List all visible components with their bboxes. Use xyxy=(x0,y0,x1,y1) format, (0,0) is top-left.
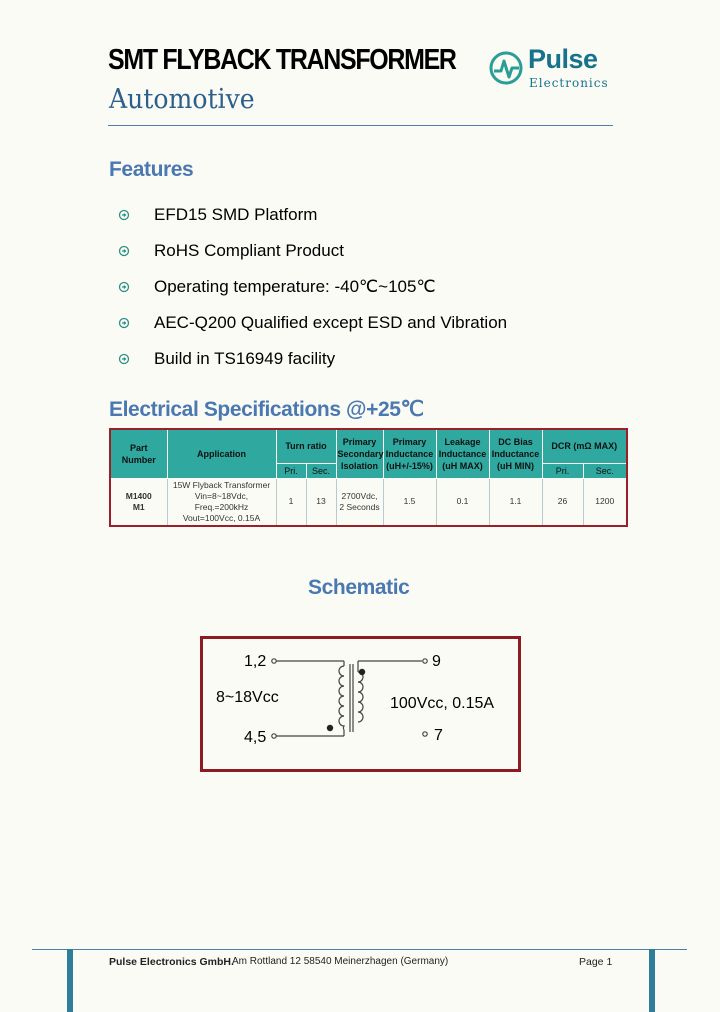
cell-dcr-sec: 1200 xyxy=(583,478,627,526)
col-header-application: Application xyxy=(167,429,276,478)
cell-turn-pri: 1 xyxy=(276,478,306,526)
feature-text: RoHS Compliant Product xyxy=(154,241,344,260)
electrical-specs-table xyxy=(109,428,628,527)
col-header-dcr-pri: Pri. xyxy=(542,463,583,478)
feature-text: AEC-Q200 Qualified except ESD and Vibration xyxy=(154,313,508,332)
schematic-heading: Schematic xyxy=(308,576,410,599)
col-header-dc-bias-inductance: DC Bias Inductance (uH MIN) xyxy=(489,429,542,478)
circle-arrow-bullet-icon xyxy=(118,281,130,293)
cell-primary-inductance: 1.5 xyxy=(383,478,436,526)
secondary-coil-icon xyxy=(358,672,363,722)
feature-text: Build in TS16949 facility xyxy=(154,349,336,368)
polarity-dot-icon xyxy=(359,669,365,675)
pin-label-bottom-right: 7 xyxy=(434,727,443,744)
col-header-dcr-sec: Sec. xyxy=(583,463,627,478)
pin-label-bottom-left: 4,5 xyxy=(244,729,267,746)
col-header-turn-sec: Sec. xyxy=(306,463,336,478)
logo-wordmark: Pulse xyxy=(528,44,598,74)
col-header-primary-inductance: Primary Inductance (uH+/-15%) xyxy=(383,429,436,478)
col-header-isolation: Primary Secondary Isolation xyxy=(336,429,383,478)
feature-item xyxy=(118,233,507,269)
title-divider xyxy=(108,125,613,126)
input-voltage-label: 8~18Vcc xyxy=(216,689,279,706)
pin-label-top-left: 1,2 xyxy=(244,653,267,670)
cell-dc-bias-inductance: 1.1 xyxy=(489,478,542,526)
features-heading: Features xyxy=(109,158,194,181)
circle-arrow-bullet-icon xyxy=(118,245,130,257)
cell-leakage-inductance: 0.1 xyxy=(436,478,489,526)
feature-item xyxy=(118,305,507,341)
feature-item xyxy=(118,341,507,377)
circle-arrow-bullet-icon xyxy=(118,317,130,329)
feature-item xyxy=(118,269,507,305)
page-number: Page 1 xyxy=(579,956,613,968)
feature-text: Operating temperature: -40℃~105℃ xyxy=(154,277,436,296)
col-header-part-number: Part Number xyxy=(110,429,167,478)
pin-terminal-icon xyxy=(423,659,427,663)
cell-part-number: M1400 M1 xyxy=(110,478,167,526)
cell-isolation: 2700Vdc, 2 Seconds xyxy=(336,478,383,526)
cell-turn-sec: 13 xyxy=(306,478,336,526)
output-voltage-label: 100Vcc, 0.15A xyxy=(390,695,495,712)
pin-terminal-icon xyxy=(272,659,276,663)
footer-accent-bar-left xyxy=(67,949,73,1012)
primary-coil-icon xyxy=(339,666,344,730)
cell-application: 15W Flyback Transformer Vin=8~18Vdc, Freq.=200kHz Vout=100Vcc, 0.15A xyxy=(167,478,276,526)
primary-wires xyxy=(272,659,344,738)
col-header-dcr: DCR (mΩ MAX) xyxy=(542,429,627,463)
col-header-turn-ratio: Turn ratio xyxy=(276,429,336,463)
feature-item xyxy=(118,197,507,233)
footer-accent-bar-right xyxy=(649,949,655,1012)
polarity-dot-icon xyxy=(327,725,333,731)
feature-text: EFD15 SMD Platform xyxy=(154,205,318,224)
col-header-leakage-inductance: Leakage Inductance (uH MAX) xyxy=(436,429,489,478)
transformer-core-icon xyxy=(350,664,353,732)
pin-label-top-right: 9 xyxy=(432,653,441,670)
electrical-specs-heading: Electrical Specifications @+25℃ xyxy=(109,398,424,421)
footer-divider xyxy=(32,949,687,950)
pin-terminal-icon xyxy=(423,732,427,736)
document-subtitle: Automotive xyxy=(109,84,255,115)
footer-address: Am Rottland 12 58540 Meinerzhagen (Germany) xyxy=(232,956,449,967)
footer-company: Pulse Electronics GmbH. xyxy=(109,956,234,968)
cell-dcr-pri: 26 xyxy=(542,478,583,526)
pin-terminal-icon xyxy=(272,734,276,738)
logo-subtext: Electronics xyxy=(529,76,609,90)
document-title: SMT FLYBACK TRANSFORMER xyxy=(108,44,456,76)
features-list xyxy=(118,197,507,377)
table-row xyxy=(110,478,627,526)
col-header-turn-pri: Pri. xyxy=(276,463,306,478)
circle-arrow-bullet-icon xyxy=(118,353,130,365)
schematic-diagram xyxy=(200,636,521,772)
circle-arrow-bullet-icon xyxy=(118,209,130,221)
